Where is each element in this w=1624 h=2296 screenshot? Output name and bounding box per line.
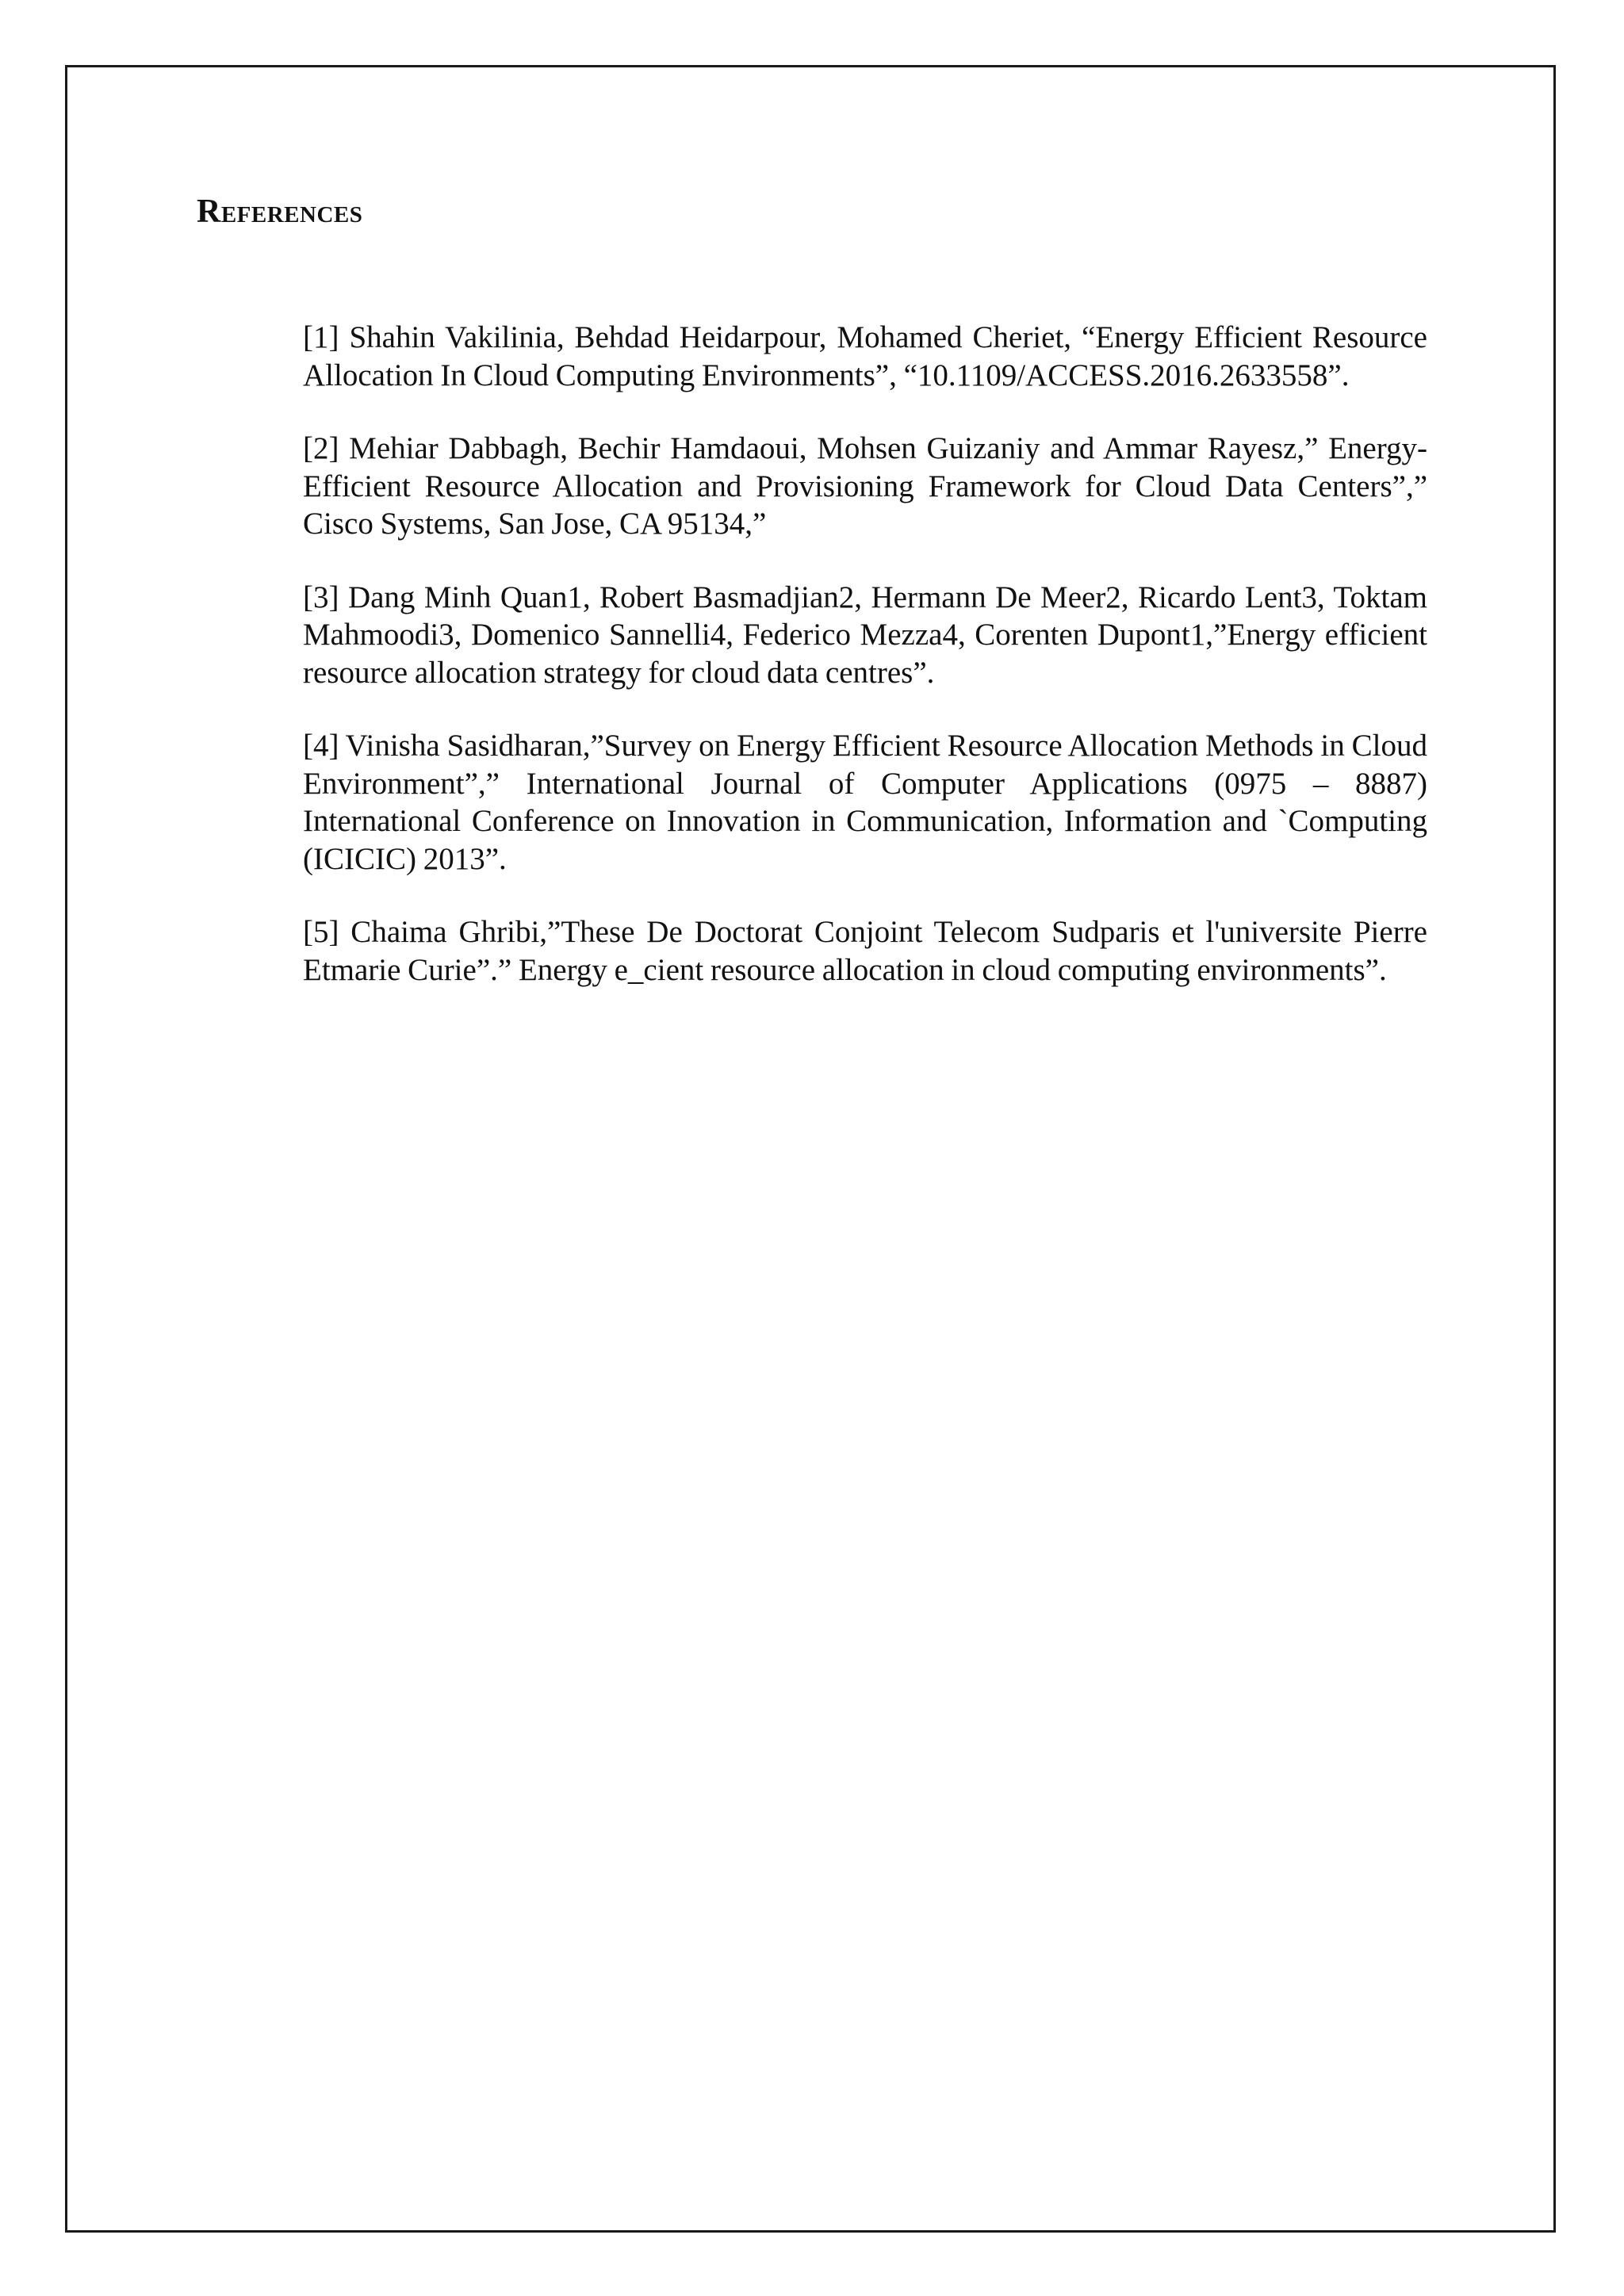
references-heading: References [197, 193, 363, 230]
reference-item-4: [4] Vinisha Sasidharan,”Survey on Energy Efficient Resource Allocation Methods in Cloud Environment”,” International Journal of Computer Applications (0975 – 8887) International Conference on Innovation in Communication, Information and `Computing (ICICIC) 2013”. [303, 729, 1427, 876]
reference-item-2: [2] Mehiar Dabbagh, Bechir Hamdaoui, Mohsen Guizaniy and Ammar Rayesz,” Energy-Efficient Resource Allocation and Provisioning Framework for Cloud Data Centers”,” Cisco Systems, San Jose, CA 95134,” [303, 431, 1427, 541]
reference-item-5: [5] Chaima Ghribi,”These De Doctorat Conjoint Telecom Sudparis et l'universite Pierre Etmarie Curie”.” Energy e_cient resource allocation in cloud computing environments”. [303, 915, 1427, 987]
reference-list [303, 319, 1427, 1024]
reference-item-1: [1] Shahin Vakilinia, Behdad Heidarpour, Mohamed Cheriet, “Energy Efficient Resource Allocation In Cloud Computing Environments”, “10.1109/ACCESS.2016.2633558”. [303, 320, 1427, 392]
reference-item-3: [3] Dang Minh Quan1, Robert Basmadjian2, Hermann De Meer2, Ricardo Lent3, Toktam Mahmoodi3, Domenico Sannelli4, Federico Mezza4, Corenten Dupont1,”Energy efficient resource allocation strategy for cloud data centres”. [303, 580, 1427, 690]
